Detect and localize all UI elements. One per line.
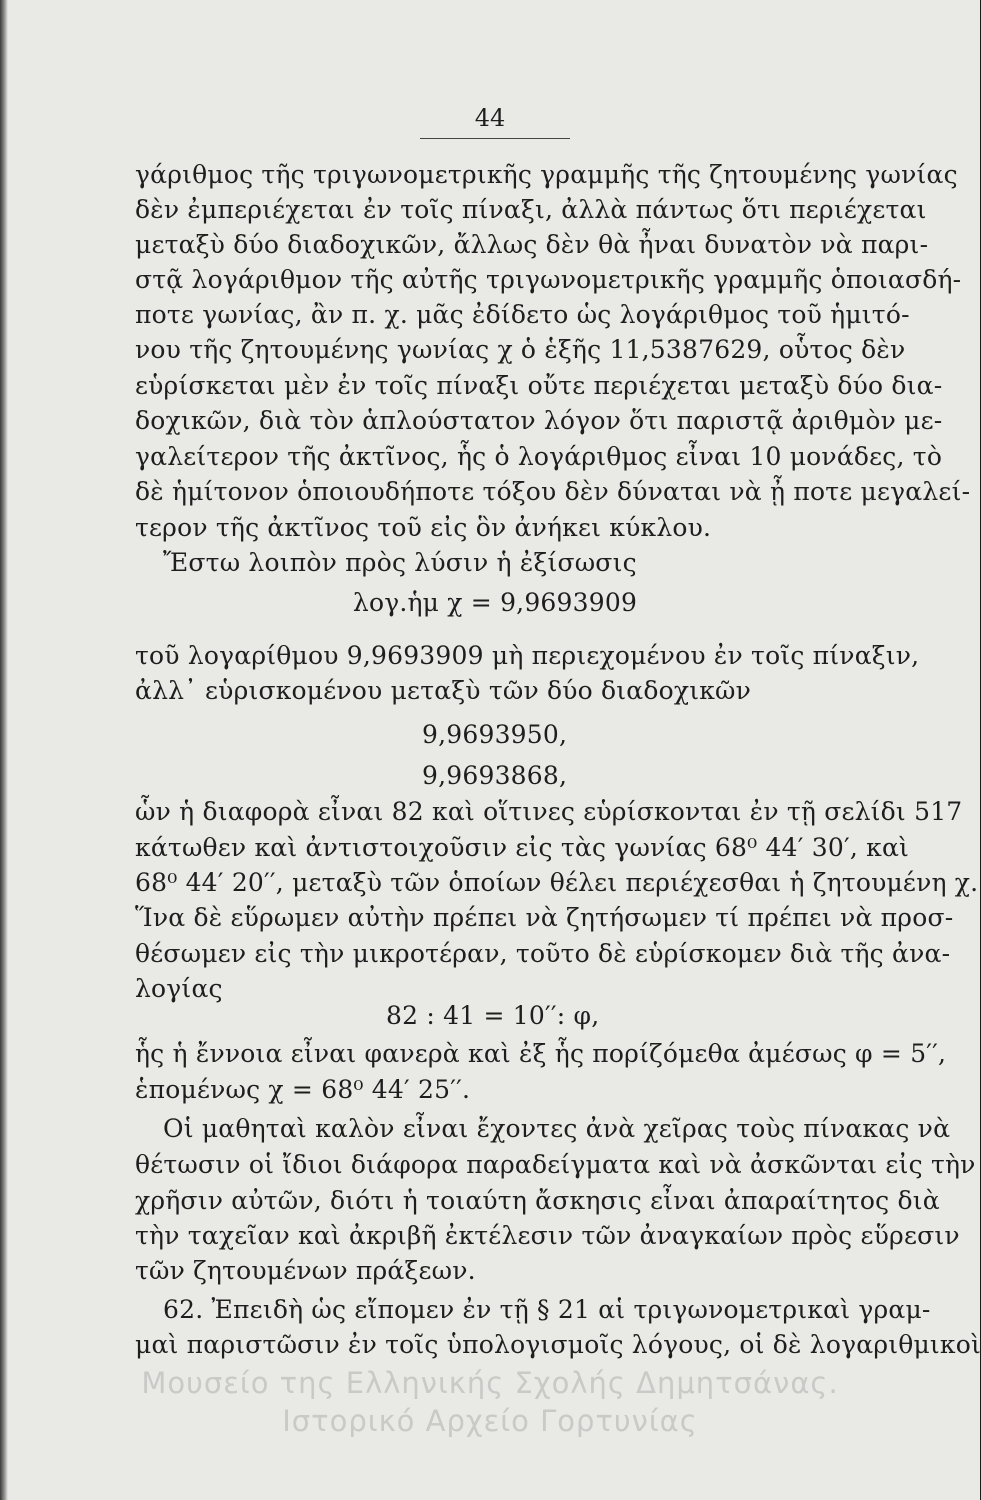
- text-line: χρῆσιν αὐτῶν, διότι ἡ τοιαύτη ἄσκησις εἶναι ἀπαραίτητος διὰ: [135, 1186, 940, 1215]
- text-line: θέτωσιν οἱ ἴδιοι διάφορα παραδείγματα καὶ νὰ ἀσκῶνται εἰς τὴν: [135, 1150, 976, 1179]
- number-line: 9,9693950,: [422, 720, 568, 749]
- text-line: ὧν ἡ διαφορὰ εἶναι 82 καὶ οἵτινες εὑρίσκονται ἐν τῇ σελίδι 517: [135, 797, 963, 826]
- paragraph-start-line: Οἱ μαθηταὶ καλὸν εἶναι ἔχοντες ἀνὰ χεῖρας τοὺς πίνακας νὰ: [163, 1114, 951, 1143]
- archive-watermark-line1: Μουσείο της Ελληνικής Σχολής Δημητσάνας.: [141, 1366, 839, 1400]
- text-line: στᾷ λογάριθμον τῆς αὐτῆς τριγωνομετρικῆς γραμμῆς ὁποιασδή-: [135, 265, 962, 294]
- number-line: 9,9693868,: [422, 761, 568, 790]
- equation-line: 82 : 41 = 10′′: φ,: [386, 1001, 600, 1030]
- page-edge-shadow: [0, 0, 8, 1500]
- text-line: Ἵνα δὲ εὕρωμεν αὐτὴν πρέπει νὰ ζητήσωμεν τί πρέπει νὰ προσ-: [135, 903, 954, 932]
- text-line: τὴν ταχεῖαν καὶ ἀκριβῆ ἐκτέλεσιν τῶν ἀναγκαίων πρὸς εὕρεσιν: [135, 1221, 960, 1250]
- text-line: δὲ ἡμίτονον ὁποιουδήποτε τόξου δὲν δύναται νὰ ᾖ ποτε μεγαλεί-: [135, 477, 971, 506]
- text-line: ἑπομένως χ = 68⁰ 44′ 25′′.: [135, 1075, 471, 1104]
- paragraph-start-line: Ἔστω λοιπὸν πρὸς λύσιν ἡ ἐξίσωσις: [163, 548, 637, 577]
- text-line: τοῦ λογαρίθμου 9,9693909 μὴ περιεχομένου ἐν τοῖς πίναξιν,: [135, 641, 920, 670]
- archive-watermark-line2: Ιστορικό Αρχείο Γορτυνίας: [282, 1404, 698, 1438]
- text-line: γάριθμος τῆς τριγωνομετρικῆς γραμμῆς τῆς ζητουμένης γωνίας: [135, 160, 958, 189]
- text-line: τῶν ζητουμένων πράξεων.: [135, 1256, 476, 1285]
- text-line: ἧς ἡ ἔννοια εἶναι φανερὰ καὶ ἐξ ἧς πορίζόμεθα ἀμέσως φ = 5′′,: [135, 1039, 947, 1068]
- text-line: ἀλλ᾽ εὑρισκομένου μεταξὺ τῶν δύο διαδοχικῶν: [135, 676, 752, 705]
- text-line: μεταξὺ δύο διαδοχικῶν, ἄλλως δὲν θὰ ἦναι δυνατὸν νὰ παρι-: [135, 230, 929, 259]
- text-line: γαλείτερον τῆς ἀκτῖνος, ἧς ὁ λογάριθμος εἶναι 10 μονάδες, τὸ: [135, 442, 943, 471]
- text-line: νου τῆς ζητουμένης γωνίας χ ὁ ἑξῆς 11,5387629, οὗτος δὲν: [135, 335, 906, 364]
- paragraph-start-line: 62. Ἐπειδὴ ὡς εἴπομεν ἐν τῇ § 21 αἱ τριγωνομετρικαὶ γραμ-: [163, 1295, 931, 1324]
- header-rule: [420, 138, 570, 139]
- equation-line: λογ.ἡμ χ = 9,9693909: [352, 588, 638, 617]
- text-line: δὲν ἐμπεριέχεται ἐν τοῖς πίναξι, ἀλλὰ πάντως ὅτι περιέχεται: [135, 195, 927, 224]
- text-line: θέσωμεν εἰς τὴν μικροτέραν, τοῦτο δὲ εὑρίσκομεν διὰ τῆς ἀνα-: [135, 939, 951, 968]
- text-line: τερον τῆς ἀκτῖνος τοῦ εἰς ὃν ἀνήκει κύκλου.: [135, 513, 712, 542]
- text-line: εὑρίσκεται μὲν ἐν τοῖς πίναξι οὔτε περιέχεται μεταξὺ δύο δια-: [135, 371, 943, 400]
- text-line: κάτωθεν καὶ ἀντιστοιχοῦσιν εἰς τὰς γωνίας 68⁰ 44′ 30′, καὶ: [135, 833, 910, 862]
- text-line: δοχικῶν, διὰ τὸν ἁπλούστατον λόγον ὅτι παριστᾷ ἀριθμὸν με-: [135, 406, 943, 435]
- page-number: 44: [474, 104, 506, 132]
- text-line: λογίας: [135, 974, 223, 1003]
- text-line: ποτε γωνίας, ἂν π. χ. μᾶς ἐδίδετο ὡς λογάριθμος τοῦ ἡμιτό-: [135, 300, 910, 329]
- text-line: μαὶ παριστῶσιν ἐν τοῖς ὑπολογισμοῖς λόγους, οἱ δὲ λογαριθμικοὶ: [135, 1330, 981, 1359]
- text-line: 68⁰ 44′ 20′′, μεταξὺ τῶν ὁποίων θέλει περιέχεσθαι ἡ ζητουμένη χ.: [135, 868, 979, 897]
